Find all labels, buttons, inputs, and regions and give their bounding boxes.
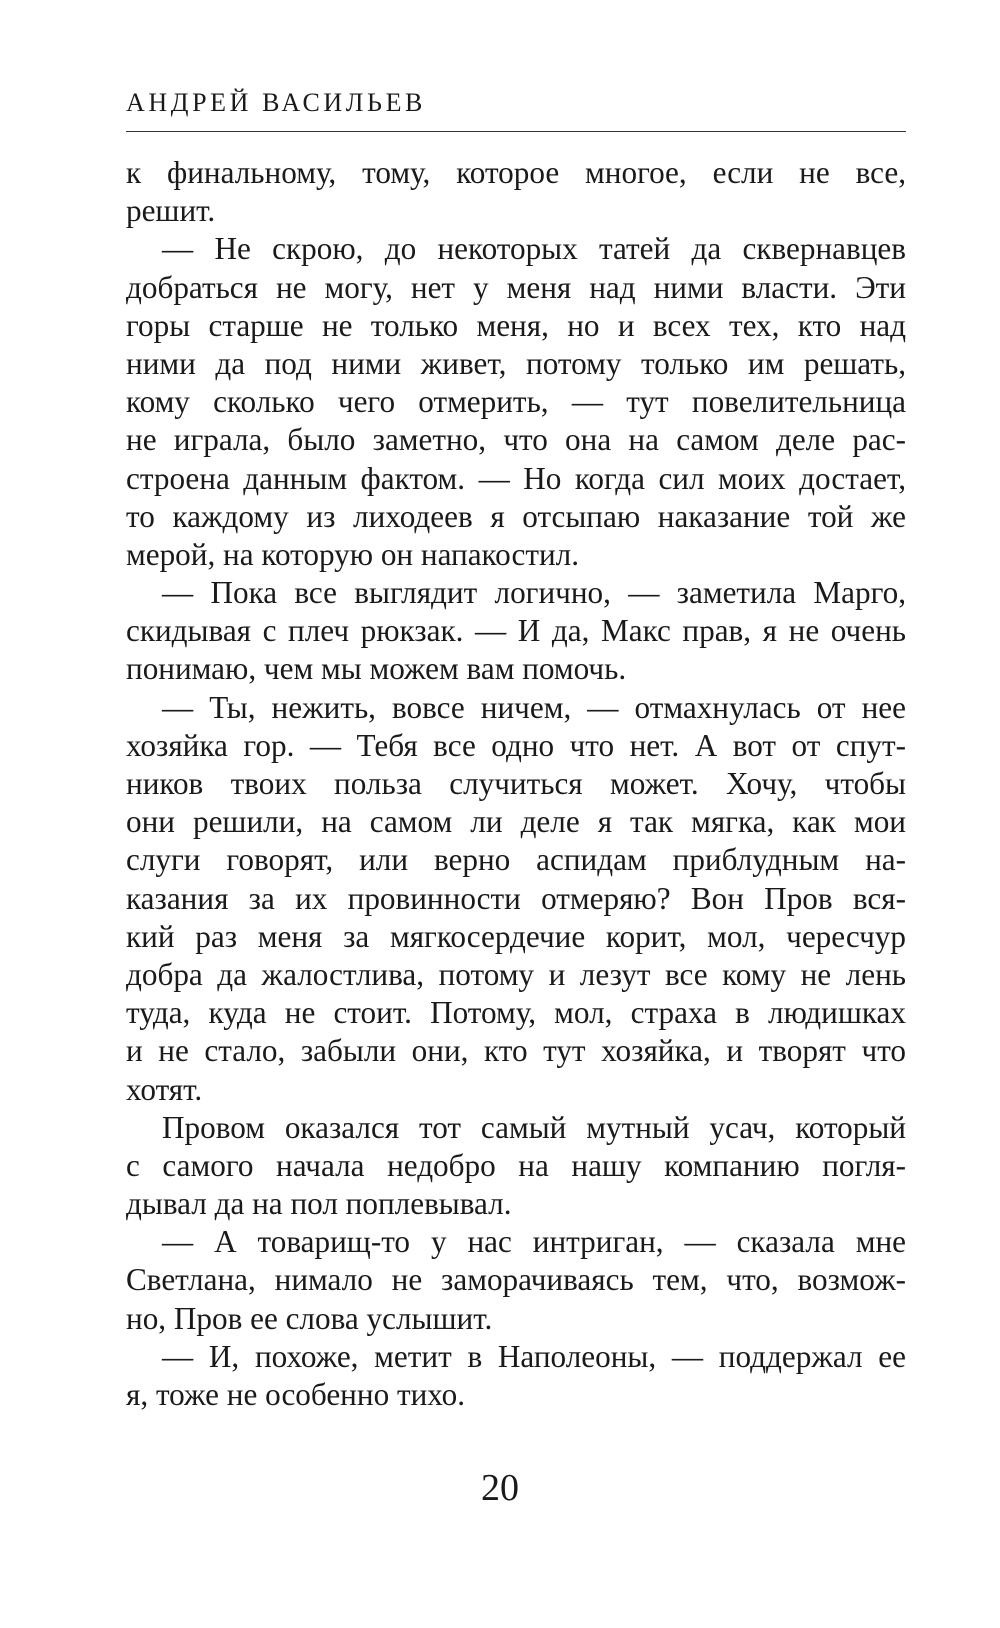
text-line: кому сколько чего отмерить, — тут повелительница	[126, 384, 906, 420]
text-line: с самого начала недобро на нашу компанию погля-	[126, 1147, 906, 1183]
text-line: добра да жалостлива, потому и лезут все кому не лень	[126, 956, 906, 992]
running-head-author: АНДРЕЙ ВАСИЛЬЕВ	[126, 88, 426, 117]
text-line: кий раз меня за мягкосердечие корит, мол, чересчур	[126, 918, 906, 954]
text-line: Провом оказался тот самый мутный усач, который	[162, 1109, 906, 1145]
text-line: горы старше не только меня, но и всех тех, кто над	[126, 307, 906, 343]
text-line: ников твоих польза случиться может. Хочу, чтобы	[126, 766, 906, 801]
text-line: — Не скрою, до некоторых татей да сквернавцев	[162, 231, 906, 267]
text-line: Светлана, нимало не заморачиваясь тем, что, возмож-	[126, 1262, 906, 1298]
text-line: строена данным фактом. — Но когда сил моих достает,	[126, 460, 906, 496]
text-line: скидывая с плеч рюкзак. — И да, Макс прав, я не очень	[126, 613, 906, 649]
paragraph	[126, 574, 906, 689]
text-line: к финальному, тому, которое многое, если не все,	[126, 155, 906, 190]
paragraph	[126, 1109, 906, 1224]
paragraph	[126, 1223, 906, 1338]
paragraph	[126, 230, 906, 574]
text-line: дывал да на пол поплевывал.	[126, 1186, 512, 1222]
text-line: хозяйка гор. — Тебя все одно что нет. А вот от спут-	[126, 727, 906, 763]
text-line: добраться не могу, нет у меня над ними власти. Эти	[126, 269, 906, 305]
body-text	[126, 154, 906, 1414]
text-line: то каждому из лиходеев я отсыпаю наказание той же	[126, 498, 906, 534]
text-line: но, Пров ее слова услышит.	[126, 1300, 493, 1336]
text-line: слуги говорят, или верно аспидам приблудным на-	[126, 842, 906, 878]
text-line: казания за их провинности отмеряю? Вон Пров вся-	[126, 880, 906, 916]
text-line: они решили, на самом ли деле я так мягка, как мои	[126, 804, 906, 840]
text-line: туда, куда не стоит. Потому, мол, страха в людишках	[126, 995, 906, 1031]
text-line: и не стало, забыли они, кто тут хозяйка, и творят что	[126, 1033, 906, 1069]
text-line: мерой, на которую он напакостил.	[126, 536, 580, 572]
text-line: — Пока все выглядит логично, — заметила Марго,	[162, 575, 906, 611]
text-line: решит.	[126, 193, 216, 229]
paragraph	[126, 1338, 906, 1414]
text-line: понимаю, чем мы можем вам помочь.	[126, 651, 627, 687]
text-line: хотят.	[126, 1071, 203, 1107]
page-number: 20	[481, 1467, 519, 1509]
text-line: не играла, было заметно, что она на самом деле рас-	[126, 422, 906, 458]
paragraph	[126, 689, 906, 1109]
paragraph	[126, 154, 906, 230]
header-rule	[126, 131, 906, 132]
text-line: — А товарищ-то у нас интриган, — сказала мне	[162, 1224, 906, 1260]
text-line: я, тоже не особенно тихо.	[126, 1377, 466, 1412]
text-line: — И, похоже, метит в Наполеоны, — поддержал ее	[162, 1338, 906, 1374]
text-line: — Ты, нежить, вовсе ничем, — отмахнулась от нее	[162, 689, 906, 725]
text-line: ними да под ними живет, потому только им решать,	[126, 345, 906, 381]
